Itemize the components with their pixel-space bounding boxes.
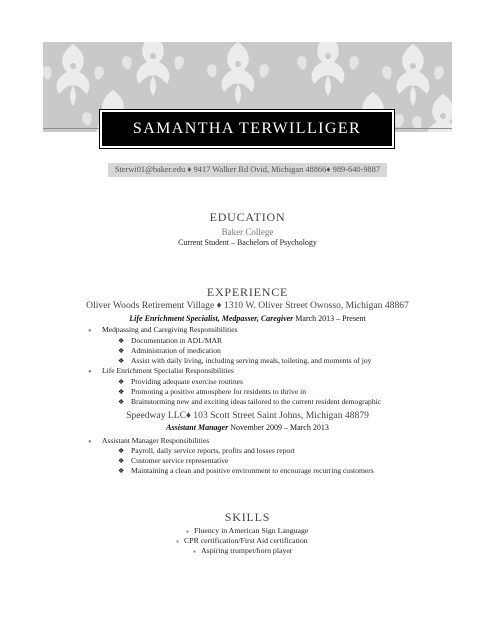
diamond-bullet-icon: ❖: [118, 398, 125, 406]
employer-1: Oliver Woods Retirement Village ♦ 1310 W. Oliver Street Owosso, Michigan 48867: [86, 300, 409, 311]
bullet-icon: ●: [186, 530, 190, 535]
diamond-bullet-icon: ❖: [118, 388, 125, 396]
task-item: ❖ Customer service representative: [118, 456, 229, 465]
diamond-bullet-icon: ❖: [118, 337, 125, 345]
bullet-icon: ●: [88, 328, 92, 334]
job-2-title: Assistant Manager: [166, 423, 229, 432]
responsibility-heading: ● Medpassing and Caregiving Responsibilities: [88, 325, 238, 334]
task-item: ❖ Brainstorming new and exciting ideas tailored to the current resident demographic: [118, 397, 382, 406]
task-item: ❖ Providing adequate exercise routines: [118, 377, 243, 386]
school-name: Baker College: [221, 227, 274, 237]
skill-item: ● Aspiring trumpet/horn player: [193, 546, 293, 555]
skills-heading: SKILLS: [224, 510, 271, 524]
contact-line: Sterwi01@baker.edu ♦ 9417 Walker Rd Ovid, Michigan 48866♦ 989-640-9887: [108, 163, 387, 177]
diamond-bullet-icon: ❖: [118, 447, 125, 455]
job-1-role: [0, 314, 495, 323]
responsibility-heading: ● Assistant Manager Responsibilities: [88, 436, 210, 445]
degree-status: Current Student – Bachelors of Psychology: [178, 238, 317, 247]
bullet-icon: ●: [88, 369, 92, 375]
employer-2: Speedway LLC♦ 103 Scott Street Saint Johns, Michigan 48879: [126, 410, 369, 421]
job-2-role: [0, 423, 495, 432]
name-box: [100, 110, 394, 148]
bullet-icon: ●: [88, 439, 92, 445]
diamond-bullet-icon: ❖: [118, 378, 125, 386]
task-item: ❖ Assist with daily living, including serving meals, toileting, and moments of joy: [118, 356, 372, 365]
skill-item: ● Fluency in American Sign Language: [186, 526, 309, 535]
task-item: ❖ Documentation in ADL/MAR: [118, 336, 223, 345]
task-item: ❖ Maintaining a clean and positive environment to encourage recurring customers: [118, 466, 374, 475]
candidate-name: SAMANTHA TERWILLIGER: [132, 120, 362, 137]
diamond-bullet-icon: ❖: [118, 357, 125, 365]
job-1-dates: March 2013 – Present: [293, 314, 366, 323]
responsibility-heading: ● Life Enrichment Specialist Responsibilities: [88, 366, 234, 375]
task-item: ❖ Promoting a positive atmosphere for residents to thrive in: [118, 387, 307, 396]
task-item: ❖ Administration of medication: [118, 346, 221, 355]
diamond-bullet-icon: ❖: [118, 347, 125, 355]
experience-heading: EXPERIENCE: [206, 285, 289, 299]
diamond-bullet-icon: ❖: [118, 457, 125, 465]
skill-item: ● CPR certification/First Aid certification: [176, 536, 308, 545]
bullet-icon: ●: [193, 550, 197, 555]
bullet-icon: ●: [176, 540, 180, 545]
task-item: ❖ Payroll, daily service reports, profits and losses report: [118, 446, 295, 455]
education-heading: EDUCATION: [209, 210, 286, 224]
job-2-dates: November 2009 – March 2013: [228, 423, 329, 432]
diamond-bullet-icon: ❖: [118, 467, 125, 475]
job-1-title: Life Enrichment Specialist, Medpasser, Caregiver: [129, 314, 294, 323]
